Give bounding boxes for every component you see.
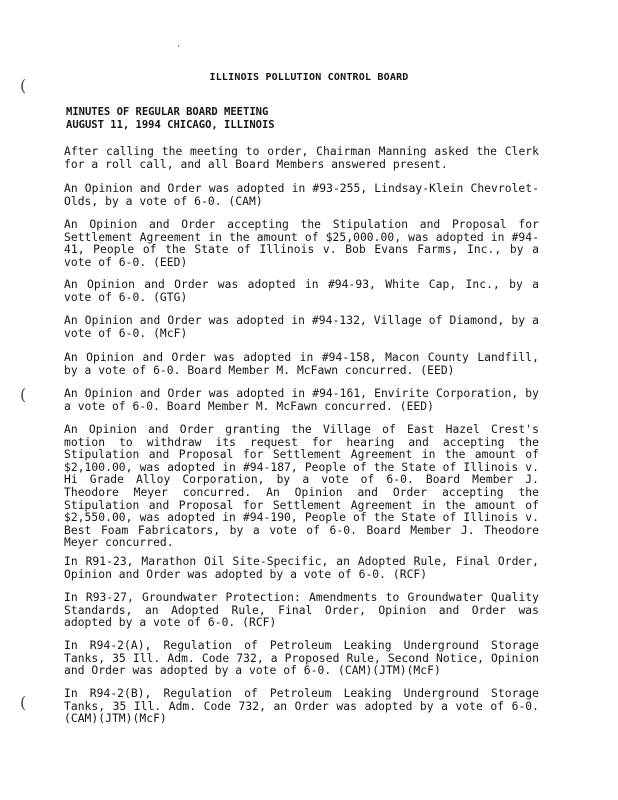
paragraph-94-41: An Opinion and Order accepting the Stipulation and Proposal for Settlement Agreement in the amount of $25,000.00, was adopted in #94-41, People of the State of Illinois v. Bob Evans Farms, Inc., by a vote of 6-0. (EED) bbox=[64, 218, 539, 269]
paragraph-r91-23: In R91-23, Marathon Oil Site-Specific, an Adopted Rule, Final Order, Opinion and Order was adopted by a vote of 6-0. (RCF) bbox=[64, 555, 539, 581]
margin-mark-bottom: ( bbox=[20, 693, 27, 712]
board-name: ILLINOIS POLLUTION CONTROL BOARD bbox=[209, 72, 409, 83]
paragraph-r94-2b: In R94-2(B), Regulation of Petroleum Leaking Underground Storage Tanks, 35 Ill. Adm. Code 732, an Order was adopted by a vote of 6-0. (CAM)(JTM)(McF) bbox=[64, 687, 539, 726]
minutes-heading bbox=[66, 106, 275, 132]
paragraph-94-187-190: An Opinion and Order granting the Village of East Hazel Crest's motion to withdraw its request for hearing and accepting the Stipulation and Proposal for Settlement Agreement in the amount of $2,100.00, was adopted in #94-187, People of the State of Illinois v. Hi Grade Alloy Corporation, by a vote of 6-0. Board Member J. Theodore Meyer concurred. An Opinion and Order accepting the Stipulation and Proposal for Settlement Agreement in the amount of $2,550.00, was adopted in #94-190, People of the State of Illinois v. Best Foam Fabricators, by a vote of 6-0. Board Member J. Theodore Meyer concurred. bbox=[64, 423, 539, 550]
margin-mark-top: ( bbox=[20, 76, 27, 95]
paragraph-r94-2a: In R94-2(A), Regulation of Petroleum Leaking Underground Storage Tanks, 35 Ill. Adm. Code 732, a Proposed Rule, Second Notice, Opinion and Order was adopted by a vote of 6-0. (CAM)(JTM)(McF) bbox=[64, 639, 539, 678]
scan-speck: ' bbox=[176, 44, 181, 53]
paragraph-93-255: An Opinion and Order was adopted in #93-255, Lindsay-Klein Chevrolet-Olds, by a vote of 6-0. (CAM) bbox=[64, 182, 539, 208]
margin-mark-middle: ( bbox=[20, 385, 27, 404]
paragraph-94-93: An Opinion and Order was adopted in #94-93, White Cap, Inc., by a vote of 6-0. (GTG) bbox=[64, 278, 539, 304]
paragraph-94-132: An Opinion and Order was adopted in #94-132, Village of Diamond, by a vote of 6-0. (McF) bbox=[64, 314, 539, 340]
minutes-title: MINUTES OF REGULAR BOARD MEETING bbox=[66, 106, 269, 118]
paragraph-r93-27: In R93-27, Groundwater Protection: Amendments to Groundwater Quality Standards, an Adopted Rule, Final Order, Opinion and Order was adopted by a vote of 6-0. (RCF) bbox=[64, 591, 539, 630]
paragraph-94-158: An Opinion and Order was adopted in #94-158, Macon County Landfill, by a vote of 6-0. Board Member M. McFawn concurred. (EED) bbox=[64, 351, 539, 377]
paragraph-94-161: An Opinion and Order was adopted in #94-161, Envirite Corporation, by a vote of 6-0. Board Member M. McFawn concurred. (EED) bbox=[64, 387, 539, 413]
paragraph-roll-call: After calling the meeting to order, Chairman Manning asked the Clerk for a roll call, and all Board Members answered present. bbox=[64, 145, 539, 171]
meeting-date-line: AUGUST 11, 1994 CHICAGO, ILLINOIS bbox=[66, 119, 275, 131]
